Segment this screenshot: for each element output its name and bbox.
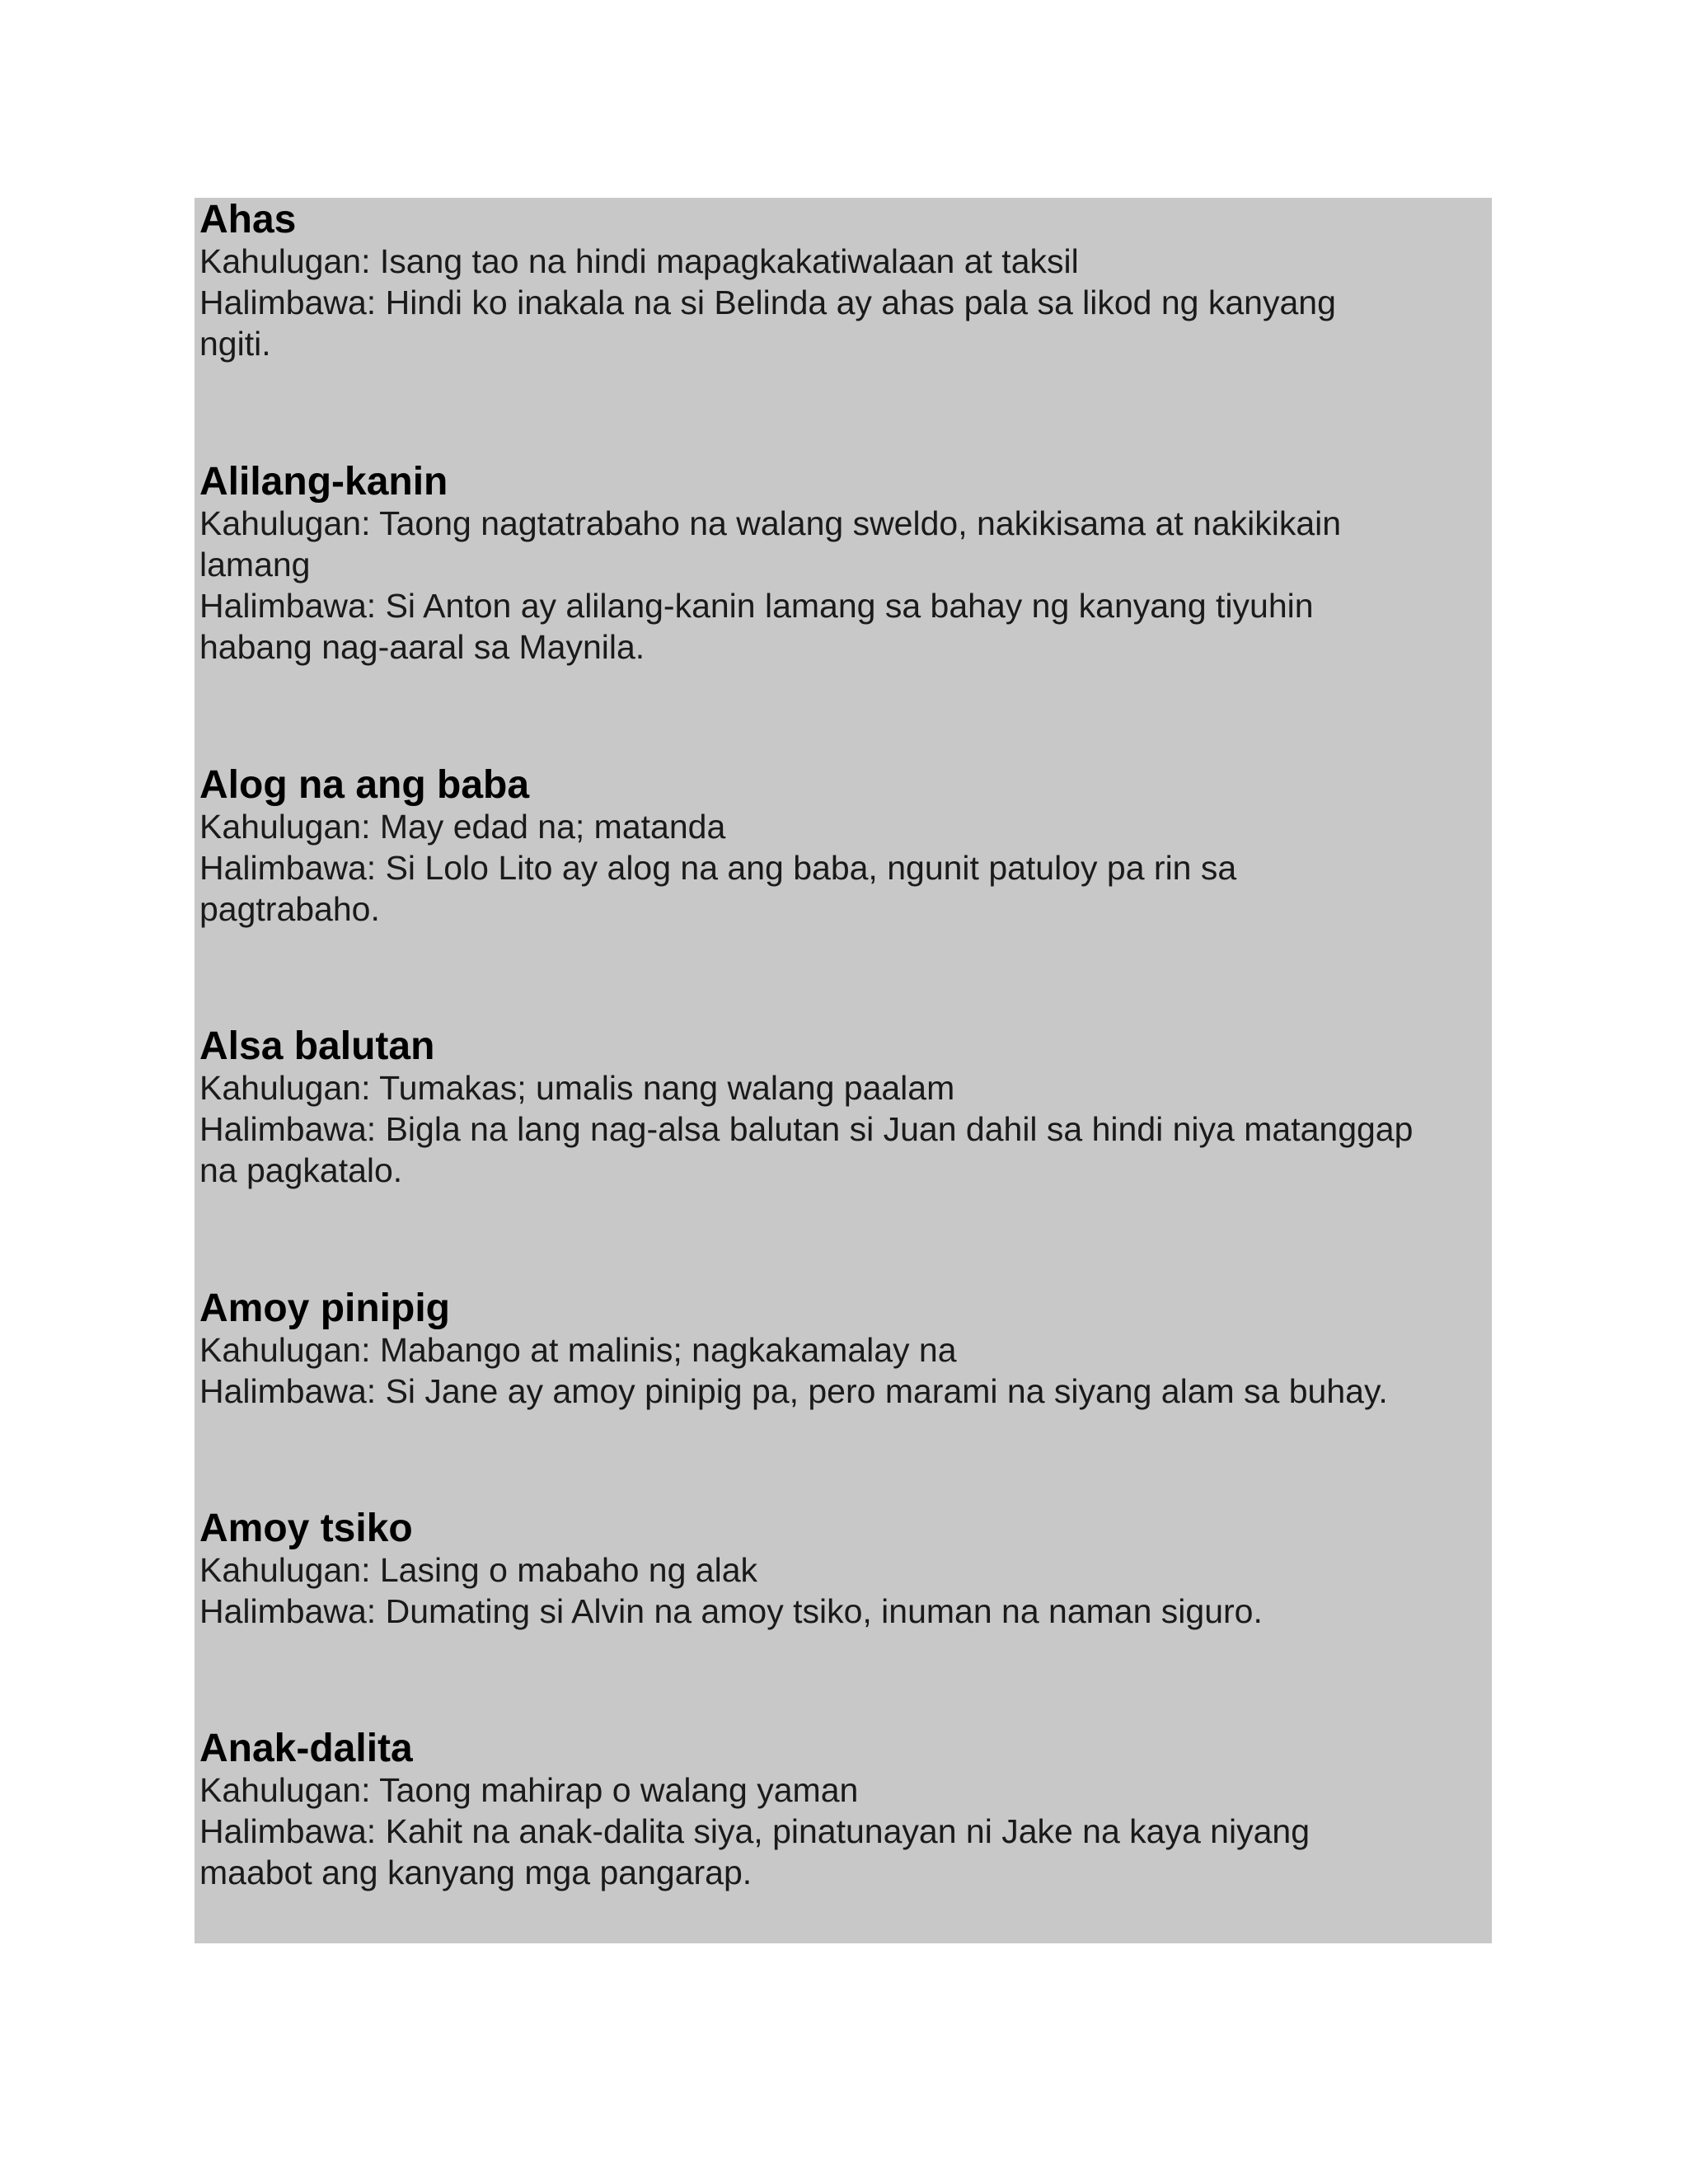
idiom-meaning: Kahulugan: Mabango at malinis; nagkakamalay na (199, 1331, 957, 1369)
idiom-meaning: Kahulugan: Isang tao na hindi mapagkakatiwalaan at taksil (199, 242, 1079, 280)
idiom-meaning: Kahulugan: May edad na; matanda (199, 808, 726, 846)
idiom-entry (199, 1288, 1490, 1412)
idiom-entry (199, 1508, 1490, 1632)
idiom-entry (199, 1728, 1490, 1893)
idiom-term: Alog na ang baba (199, 763, 530, 807)
idiom-meaning: Kahulugan: Tumakas; umalis nang walang paalam (199, 1069, 955, 1107)
idiom-entry (199, 1026, 1490, 1191)
idiom-term: Anak-dalita (199, 1727, 413, 1770)
idiom-term: Ahas (199, 198, 297, 241)
idiom-meaning: Kahulugan: Lasing o mabaho ng alak (199, 1551, 758, 1589)
idiom-term: Amoy tsiko (199, 1507, 413, 1550)
idiom-term: Alilang-kanin (199, 460, 448, 504)
idiom-meaning: Kahulugan: Taong nagtatrabaho na walang sweldo, nakikisama at nakikikain lamang (199, 504, 1342, 583)
idiom-example: Halimbawa: Hindi ko inakala na si Belinda ay ahas pala sa likod ng kanyang ngiti. (199, 284, 1336, 363)
idiom-example: Halimbawa: Si Lolo Lito ay alog na ang baba, ngunit patuloy pa rin sa pagtrabaho. (199, 849, 1237, 928)
idiom-example: Halimbawa: Dumating si Alvin na amoy tsiko, inuman na naman siguro. (199, 1592, 1263, 1630)
idiom-list (195, 198, 1492, 1943)
idiom-meaning: Kahulugan: Taong mahirap o walang yaman (199, 1771, 859, 1809)
idiom-example: Halimbawa: Bigla na lang nag-alsa balutan si Juan dahil sa hindi niya matanggap na pagkatalo. (199, 1110, 1414, 1189)
idiom-entry (199, 462, 1490, 668)
idiom-term: Amoy pinipig (199, 1286, 450, 1330)
idiom-term: Alsa balutan (199, 1024, 435, 1068)
idiom-entry (199, 765, 1490, 930)
idiom-example: Halimbawa: Si Jane ay amoy pinipig pa, pero marami na siyang alam sa buhay. (199, 1372, 1388, 1410)
idiom-example: Halimbawa: Si Anton ay alilang-kanin lamang sa bahay ng kanyang tiyuhin habang nag-aaral sa Maynila. (199, 587, 1314, 666)
idiom-entry (199, 199, 1490, 364)
idiom-example: Halimbawa: Kahit na anak-dalita siya, pinatunayan ni Jake na kaya niyang maabot ang kanyang mga pangarap. (199, 1812, 1310, 1891)
